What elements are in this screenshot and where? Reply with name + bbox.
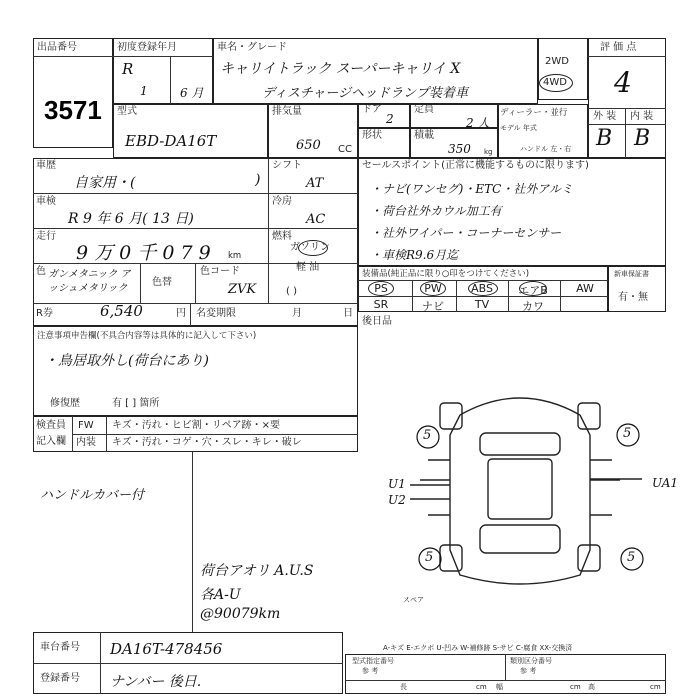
- repair-label: 修復歴: [50, 398, 80, 409]
- airbag-circle: [519, 281, 547, 296]
- spare-label: スペア: [403, 596, 424, 604]
- color-code-value: ZVK: [228, 282, 257, 297]
- color-label: 色: [36, 266, 46, 277]
- name-change-value: 月 日: [292, 308, 354, 319]
- history-value: 自家用・(: [74, 175, 136, 191]
- car-diagram: [380, 375, 680, 605]
- fw-items: キズ・汚れ・ヒビ割・リペア跡・×要: [112, 420, 280, 431]
- equip-navi: ナビ: [422, 300, 444, 313]
- notes-label: 注意事項申告欄(不具合内容等は具体的に記入して下さい): [37, 331, 257, 341]
- mileage-value: 9 万 0 千 0 7 9: [76, 242, 211, 264]
- capacity-value: 2 人: [466, 116, 490, 130]
- diagram-note-2: 各A-U: [200, 587, 241, 603]
- shift-value: AT: [306, 176, 324, 191]
- cooling-value: AC: [306, 212, 326, 227]
- plate-label: 登録番号: [40, 673, 80, 684]
- diagram-note-3: @90079km: [200, 606, 281, 622]
- damage-marks: [417, 424, 643, 570]
- fuel-label: 燃料: [272, 231, 292, 242]
- recycle-unit: 円: [176, 308, 186, 319]
- reg-era: R: [122, 60, 134, 78]
- cooling-label: 冷房: [272, 196, 292, 207]
- dim-length: 長: [400, 683, 407, 691]
- dim-width-unit: cm: [570, 683, 581, 691]
- mark-rear-left: 5: [425, 550, 434, 565]
- shift-label: シフト: [272, 160, 302, 171]
- doors-label: ドア: [362, 104, 382, 115]
- mark-rear-right: 5: [627, 550, 636, 565]
- equipment-label: 装備品(純正品に限り○印をつけてください): [362, 269, 530, 279]
- chassis-value: DA16T-478456: [110, 640, 223, 658]
- name-change-label: 名変期限: [196, 308, 236, 319]
- equip-abs: ABS: [471, 282, 493, 295]
- fuel-gasoline: ガソリン: [290, 242, 330, 253]
- mileage-unit: km: [228, 251, 242, 261]
- dim-length-unit: cm: [476, 683, 487, 691]
- exterior-label: 外 装: [593, 111, 617, 122]
- warranty-value: 有・無: [618, 292, 648, 303]
- mark-u2: U2: [388, 493, 406, 507]
- notes-line-1: ・鳥居取外し(荷台にあり): [44, 353, 209, 369]
- inspection-value: R 9 年 6 月( 13 日): [68, 211, 194, 227]
- reg-month: 6 月: [180, 86, 204, 100]
- interior-value: B: [634, 126, 651, 151]
- model-year-label: モデル 年式: [500, 124, 537, 132]
- sales-item-1: ・ナビ(ワンセグ)・ETC・社外アルミ: [370, 182, 573, 196]
- repair-value: 有 [ ] 箇所: [112, 398, 160, 409]
- plate-value: ナンバー 後日.: [110, 674, 202, 690]
- grade-label: 評 価 点: [600, 42, 637, 53]
- sales-item-2: ・荷台社外カウル加工有: [370, 204, 502, 218]
- sales-item-3: ・社外ワイパー・コーナーセンサー: [370, 226, 562, 240]
- load-unit: kg: [484, 148, 493, 156]
- car-name: キャリイトラック スーパーキャリイ X: [220, 61, 461, 77]
- category-ref: 参 考: [520, 667, 537, 675]
- inspection-label: 車検: [36, 196, 56, 207]
- displacement-unit: CC: [338, 144, 352, 155]
- equip-airbag: エアB: [518, 284, 548, 297]
- shape-label: 形状: [362, 130, 382, 141]
- name-label: 車名・グレード: [217, 42, 287, 53]
- inspector-label-1: 検査員: [36, 420, 66, 431]
- fw-label: FW: [78, 420, 94, 431]
- mileage-label: 走行: [36, 231, 56, 242]
- doors-value: 2: [386, 112, 394, 126]
- exterior-value: B: [596, 126, 613, 151]
- sales-label: セールスポイント(正常に機能するものに限ります): [362, 160, 589, 171]
- mark-u1: U1: [388, 477, 406, 491]
- rear-label: 後日品: [362, 316, 392, 327]
- fuel-diesel: 軽 油: [296, 262, 320, 273]
- diagram-note-1: 荷台アオリ A.U.S: [200, 563, 314, 579]
- color-code-label: 色コード: [200, 266, 240, 277]
- drive-4wd: 4WD: [543, 77, 567, 88]
- ps-circle: [368, 281, 394, 296]
- model-label: 型式: [117, 106, 137, 117]
- equip-ps: PS: [374, 282, 388, 295]
- lot-number: 3571: [44, 95, 102, 125]
- capacity-label: 定員: [414, 104, 434, 115]
- drive-2wd: 2WD: [545, 56, 569, 67]
- displacement-value: 650: [296, 138, 321, 153]
- equip-pw: PW: [424, 282, 442, 295]
- lot-box: [33, 38, 113, 148]
- color-value: ガンメタニック アッシュメタリック: [48, 269, 131, 294]
- reg-label: 初度登録年月: [117, 42, 177, 53]
- recycle-value: 6,540: [100, 302, 143, 320]
- equip-leather: カワ: [522, 300, 544, 313]
- equip-aw: AW: [576, 282, 594, 295]
- mark-ua1: UA1: [652, 476, 679, 490]
- model-value: EBD-DA16T: [125, 132, 217, 150]
- warranty-label: 新車保証書: [614, 270, 649, 278]
- int-label: 内装: [76, 437, 96, 448]
- inspector-label-2: 記入欄: [36, 436, 66, 447]
- car-grade: ディスチャージヘッドランプ装着車: [262, 86, 469, 101]
- equip-tv: TV: [474, 298, 490, 311]
- history-label: 車歴: [36, 160, 56, 171]
- interior-label: 内 装: [630, 111, 654, 122]
- inspector-comment: ハンドルカバー付: [40, 488, 145, 503]
- handle-label: ハンドル 左・右: [520, 145, 572, 153]
- color-change-label: 色替: [152, 277, 172, 288]
- grade-value: 4: [614, 66, 632, 99]
- sales-item-4: ・車検R9.6月迄: [370, 248, 459, 262]
- chassis-label: 車台番号: [40, 642, 80, 653]
- dim-height-unit: cm: [650, 683, 661, 691]
- category-label: 類別区分番号: [510, 657, 552, 665]
- reg-year: 1: [140, 84, 148, 98]
- pw-circle: [420, 281, 446, 296]
- int-items: キズ・汚れ・コゲ・穴・スレ・キレ・破レ: [112, 437, 302, 448]
- displacement-label: 排気量: [272, 106, 302, 117]
- recycle-label: R券: [36, 308, 53, 319]
- lot-label: 出品番号: [37, 42, 77, 53]
- history-close: ): [255, 172, 261, 188]
- dealer-label: ディーラー・並行: [500, 108, 568, 118]
- dim-height: 高: [588, 683, 595, 691]
- type-label: 型式指定番号: [352, 657, 394, 665]
- mark-front-right: 5: [623, 426, 632, 441]
- type-ref: 参 考: [362, 667, 379, 675]
- equip-sr: SR: [373, 298, 389, 311]
- dim-width: 幅: [496, 683, 503, 691]
- load-value: 350: [448, 142, 471, 156]
- abs-circle: [468, 281, 498, 296]
- damage-legend: A-キズ E-エクボ U-凹み W-補修跡 S-サビ C-腐食 XX-交換済: [383, 644, 573, 652]
- mark-front-left: 5: [423, 428, 432, 443]
- load-label: 積載: [414, 130, 434, 141]
- fuel-other: ( ): [286, 286, 297, 297]
